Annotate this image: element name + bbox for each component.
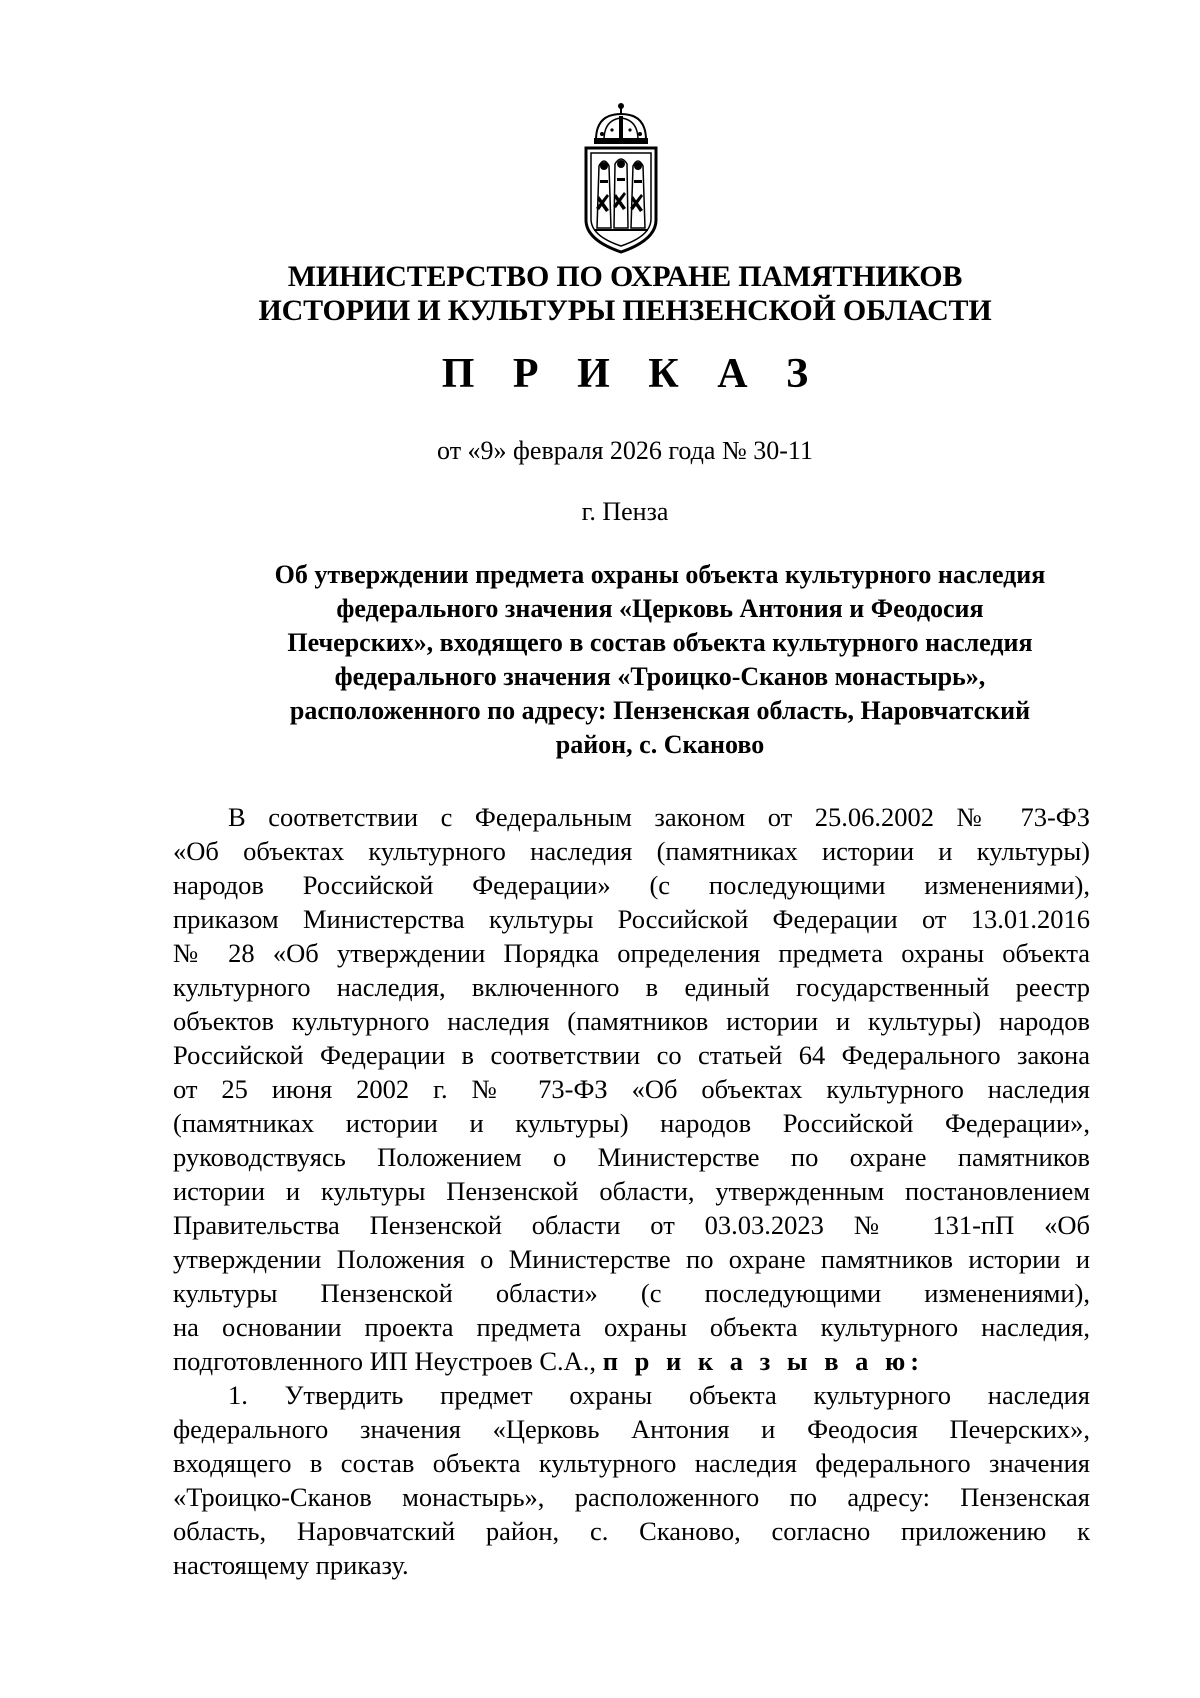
preamble-line: культурного наследия, включенного в единый государственный реестр — [173, 972, 1090, 1002]
preamble-line: В соответствии с Федеральным законом от 25.06.2002 № 73-ФЗ — [228, 802, 1090, 832]
item-line: федерального значения «Церковь Антония и Феодосия Печерских», — [173, 1414, 1090, 1444]
preamble-last-line — [173, 1344, 1090, 1378]
subject-line: Об утверждении предмета охраны объекта культурного наследия — [274, 560, 1046, 589]
subject-line: район, с. Сканово — [555, 730, 765, 759]
preamble-line: «Об объектах культурного наследия (памятниках истории и культуры) — [173, 836, 1090, 866]
order-word: п р и к а з ы в а ю: — [602, 1346, 925, 1376]
order-subject — [230, 558, 1090, 762]
preamble-line: культуры Пензенской области» (с последующими изменениями), — [173, 1278, 1090, 1308]
order-city: г. Пенза — [581, 497, 669, 526]
order-body — [173, 800, 1090, 1582]
item-line: настоящему приказу. — [173, 1550, 409, 1580]
preamble-line: от 25 июня 2002 г. № 73-ФЗ «Об объектах культурного наследия — [173, 1074, 1090, 1104]
order-date-number: от «9» февраля 2026 года № 30-11 — [437, 436, 813, 465]
subject-line: расположенного по адресу: Пензенская область, Наровчатский — [289, 696, 1031, 725]
preamble-line: истории и культуры Пензенской области, утвержденным постановлением — [173, 1176, 1090, 1206]
subject-line: федерального значения «Троицко-Сканов монастырь», — [334, 662, 986, 691]
preamble-paragraph — [173, 800, 1090, 1378]
preamble-last-line-prefix: подготовленного ИП Неустроев С.А., — [173, 1346, 603, 1376]
ministry-name — [200, 260, 1050, 328]
document-type-title: П Р И К А З — [441, 351, 823, 397]
ministry-name-line-2: ИСТОРИИ И КУЛЬТУРЫ ПЕНЗЕНСКОЙ ОБЛАСТИ — [258, 294, 992, 327]
preamble-line: на основании проекта предмета охраны объекта культурного наследия, — [173, 1312, 1090, 1342]
preamble-line: объектов культурного наследия (памятников истории и культуры) народов — [173, 1006, 1090, 1036]
subject-line: федерального значения «Церковь Антония и Феодосия — [336, 594, 984, 623]
preamble-line: (памятниках истории и культуры) народов Российской Федерации», — [173, 1108, 1090, 1138]
item-line: входящего в состав объекта культурного наследия федерального значения — [173, 1448, 1090, 1478]
order-item-1 — [173, 1378, 1090, 1582]
item-line: 1. Утвердить предмет охраны объекта культурного наследия — [228, 1380, 1090, 1410]
preamble-line: Российской Федерации в соответствии со статьей 64 Федерального закона — [173, 1040, 1090, 1070]
ministry-name-line-1: МИНИСТЕРСТВО ПО ОХРАНЕ ПАМЯТНИКОВ — [287, 260, 963, 293]
penza-coat-of-arms-icon — [582, 100, 660, 256]
preamble-line: народов Российской Федерации» (с последующими изменениями), — [173, 870, 1090, 900]
preamble-line: приказом Министерства культуры Российской Федерации от 13.01.2016 — [173, 904, 1090, 934]
item-line: область, Наровчатский район, с. Сканово, согласно приложению к — [173, 1516, 1090, 1546]
preamble-line: руководствуясь Положением о Министерстве по охране памятников — [173, 1142, 1090, 1172]
subject-line: Печерских», входящего в состав объекта культурного наследия — [287, 628, 1033, 657]
item-line: «Троицко-Сканов монастырь», расположенного по адресу: Пензенская — [173, 1482, 1090, 1512]
preamble-line: утверждении Положения о Министерстве по охране памятников истории и — [173, 1244, 1090, 1274]
preamble-line: Правительства Пензенской области от 03.03.2023 № 131-пП «Об — [173, 1210, 1090, 1240]
preamble-line: № 28 «Об утверждении Порядка определения предмета охраны объекта — [173, 938, 1090, 968]
